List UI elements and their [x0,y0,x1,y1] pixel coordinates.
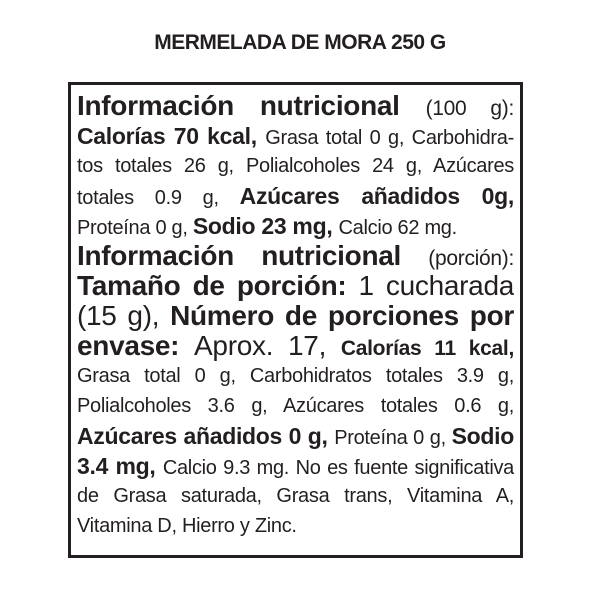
text-run: de Grasa saturada, Grasa trans, Vitamina A, [77,485,514,507]
text-run: (100 g): [425,97,514,120]
text-run: Número de porciones por [170,301,514,331]
text-run: Información nutricional [77,241,429,271]
label-line [77,151,514,181]
label-line [77,121,514,151]
label-line [77,271,514,301]
label-line [77,181,514,211]
text-run: envase: [77,331,195,361]
text-run: tos totales 26 g, Polialcoholes 24 g, Azúcares [77,155,514,177]
label-line [77,91,514,121]
text-run: 3.4 mg, [77,453,163,479]
label-line [77,391,514,421]
label-section-per-portion [77,241,514,541]
text-run: Proteína 0 g, [334,427,452,449]
text-run: Aprox. 17, [194,331,341,361]
label-line [77,361,514,391]
product-title: MERMELADA DE MORA 250 G [154,31,446,54]
label-line [77,421,514,451]
text-run: Tamaño de porción: [77,271,359,301]
label-section-per-100g [77,91,514,241]
text-run: totales 0.9 g, [77,187,240,209]
text-run: Sodio 23 mg, [192,213,339,239]
label-line [77,511,514,541]
label-line [77,301,514,331]
text-run: Grasa total 0 g, Carbohidratos totales 3.9 g, [77,365,514,387]
text-run: Grasa total 0 g, Carbohidra- [265,127,514,149]
text-run: Proteína 0 g, [77,217,193,239]
text-run: Calorías 70 kcal, [77,123,266,149]
text-run: Vitamina D, Hierro y Zinc. [77,515,297,537]
label-line [77,241,514,271]
label-line [77,481,514,511]
text-run: Sodio [451,423,514,449]
text-run: Calorías 11 kcal, [340,337,514,360]
text-run: Calcio 9.3 mg. No es fuente significativa [162,457,514,479]
nutrition-facts-box [68,82,523,558]
text-run: Calcio 62 mg. [338,217,457,239]
label-line [77,331,514,361]
text-run: Polialcoholes 3.6 g, Azúcares totales 0.6 g, [77,395,514,417]
text-run: Azúcares añadidos 0 g, [77,423,335,449]
text-run: 1 cucharada [358,271,514,301]
label-line [77,451,514,481]
text-run: (porción): [428,247,514,270]
text-run: Información nutricional [77,91,426,121]
label-line [77,211,514,241]
text-run: Azúcares añadidos 0g, [239,183,514,209]
text-run: (15 g), [77,301,171,331]
